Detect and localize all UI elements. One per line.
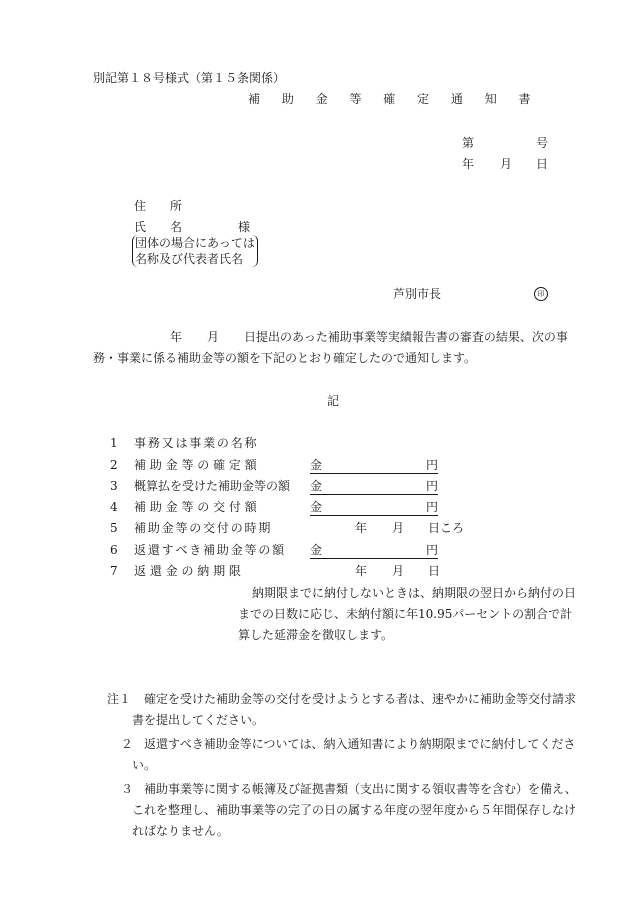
organization-note <box>132 235 258 267</box>
item-number: 2 <box>110 458 118 472</box>
item-label: 補 助 金 等 の 確 定 額 <box>134 458 257 472</box>
organization-note-line1: 団体の場合にあっては <box>135 236 255 250</box>
item-number: 5 <box>110 521 118 535</box>
note3-line3: ればなりません。 <box>132 824 229 838</box>
deadline-note-line3: 算した延滞金を徴収します。 <box>238 628 394 642</box>
body-line1: 日提出のあった補助事業等実績報告書の審査の結果、次の事 <box>244 330 568 344</box>
note3-line2: これを整理し、補助事業等の完了の日の属する年度の翌年度から５年間保存しなけ <box>132 803 577 817</box>
seal-mark: 印 <box>534 287 548 301</box>
item-label: 事 務 又 は 事 業 の 名 称 <box>134 436 256 450</box>
item-label: 補 助 金 等 の 交 付 の 時 期 <box>134 521 270 535</box>
en-label: 円 <box>425 479 438 493</box>
note1-line2: 書を提出してください。 <box>132 713 265 727</box>
issuer-name: 芦別市長 <box>393 287 442 301</box>
note1-line1: 確定を受けた補助金等の交付を受けようとする者は、速やかに補助金等交付請求 <box>144 692 577 706</box>
note2-label: ２ <box>121 737 134 751</box>
kin-label: 金 <box>310 543 323 557</box>
amount-field <box>310 479 438 495</box>
note3-line1: 補助事業等に関する帳簿及び証拠書類（支出に関する領収書等を含む）を備え、 <box>144 782 577 796</box>
body-year: 年 <box>170 330 183 344</box>
doc-number-prefix: 第 <box>462 136 475 150</box>
organization-note-line2: 名称及び代表者氏名 <box>135 252 244 266</box>
item-number: 3 <box>110 479 118 493</box>
item-number: 7 <box>110 564 118 578</box>
name-label: 氏 名 <box>134 220 183 234</box>
amount-field <box>310 500 438 516</box>
ki-heading: 記 <box>327 394 340 408</box>
amount-field <box>310 458 438 474</box>
address-label: 住 所 <box>134 199 183 213</box>
kin-label: 金 <box>310 479 323 493</box>
kin-label: 金 <box>310 500 323 514</box>
note2-line1: 返還すべき補助金等については、納入通知書により納期限までに納付してくださ <box>144 737 576 751</box>
form-label: 別記第１８号様式（第１５条関係） <box>93 71 286 85</box>
body-month: 月 <box>207 330 220 344</box>
item-number: 6 <box>110 543 118 557</box>
en-label: 円 <box>425 500 438 514</box>
honorific-sama: 様 <box>238 220 251 234</box>
deadline-year: 年 <box>355 564 368 578</box>
item-label: 返 還 す べ き 補 助 金 等 の 額 <box>134 543 284 557</box>
item-number: 1 <box>110 436 118 450</box>
item-label: 返 還 金 の 納 期 限 <box>134 564 241 578</box>
timing-month: 月 <box>392 521 405 535</box>
timing-day: 日ころ <box>428 521 465 535</box>
deadline-month: 月 <box>392 564 405 578</box>
doc-date-day: 日 <box>536 157 549 171</box>
doc-number-suffix: 号 <box>536 136 549 150</box>
amount-field <box>310 543 438 559</box>
doc-date-month: 月 <box>500 157 513 171</box>
en-label: 円 <box>425 543 438 557</box>
item-label: 補 助 金 等 の 交 付 額 <box>134 500 257 514</box>
note1-label: 注１ <box>107 692 132 706</box>
deadline-note-line1: 納期限までに納付しないときは、納期限の翌日から納付の日 <box>252 586 577 600</box>
note2-line2: い。 <box>132 758 157 772</box>
en-label: 円 <box>425 458 438 472</box>
deadline-note-line2: までの日数に応じ、未納付額に年10.95パーセントの割合で計 <box>238 607 573 621</box>
kin-label: 金 <box>310 458 323 472</box>
item-label: 概算払を受けた補助金等の額 <box>134 479 291 493</box>
document-title: 補 助 金 等 確 定 通 知 書 <box>248 92 540 106</box>
body-line2: 務・事業に係る補助金等の額を下記のとおり確定したので通知します。 <box>93 351 477 365</box>
doc-date-year: 年 <box>462 157 475 171</box>
deadline-day: 日 <box>428 564 441 578</box>
item-number: 4 <box>110 500 118 514</box>
timing-year: 年 <box>355 521 368 535</box>
note3-label: ３ <box>121 782 134 796</box>
